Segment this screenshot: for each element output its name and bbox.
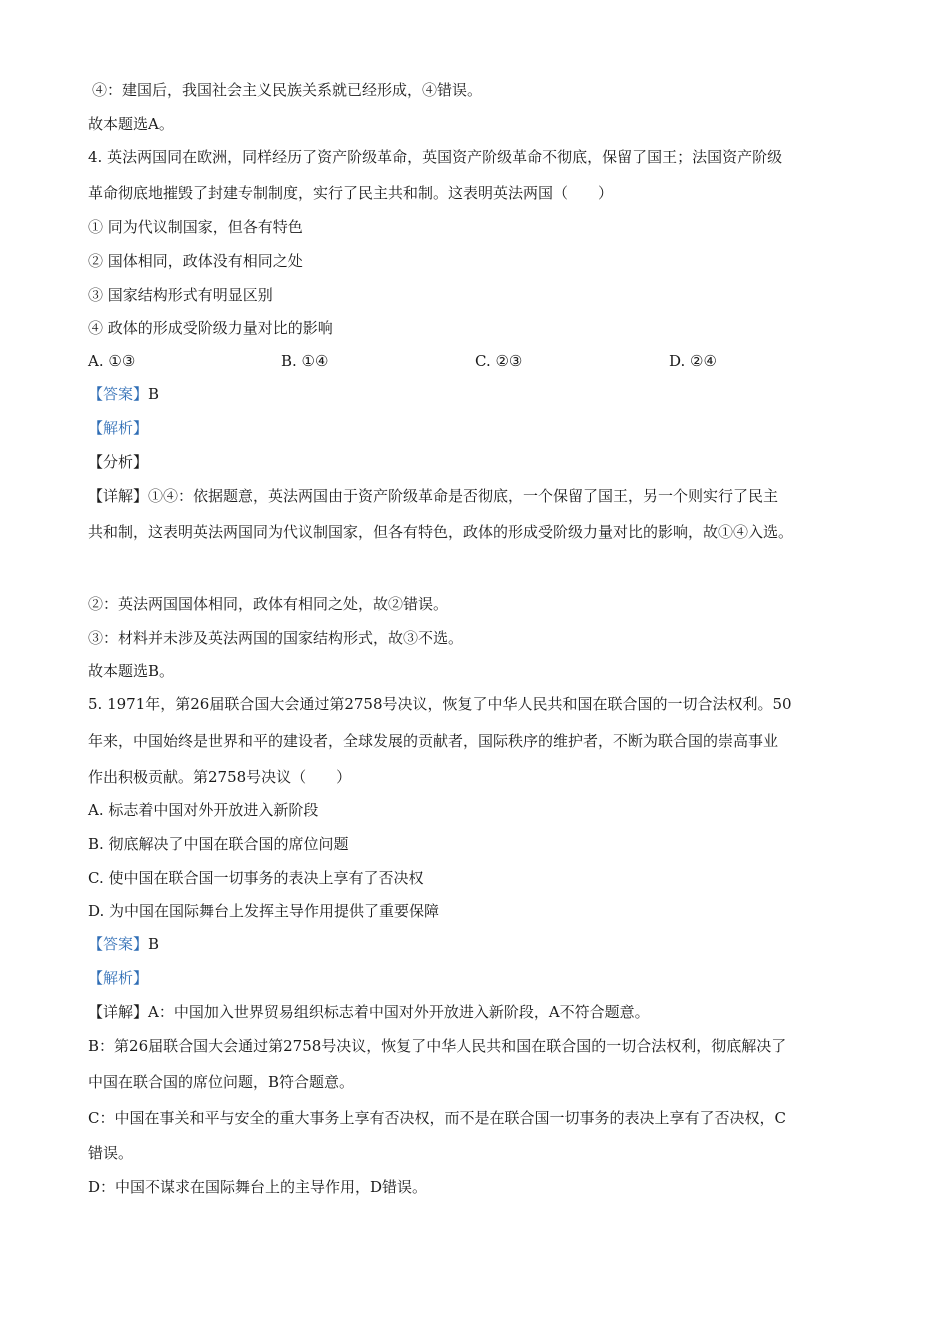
q4-answer [88,384,159,404]
prev-item-4: ④：建国后，我国社会主义民族关系就已经形成，④错误。 [92,81,483,99]
q4-answer-label: 【答案】 [88,385,149,403]
q5-answer [88,934,159,954]
q4-stem-line1: 4. 英法两国同在欧洲，同样经历了资产阶级革命，英国资产阶级革命不彻底，保留了国王；法国资产阶级 [88,148,783,166]
q4-wrong-2: ②：英法两国国体相同，政体有相同之处，故②错误。 [88,595,449,613]
q4-wrong-3: ③：材料并未涉及英法两国的国家结构形式，故③不选。 [88,629,464,647]
q5-detail-a-text: A：中国加入世界贸易组织标志着中国对外开放进入新阶段，A不符合题意。 [148,1003,650,1021]
q4-detail-text1: ①④：依据题意，英法两国由于资产阶级革命是否彻底，一个保留了国王，另一个则实行了民主 [148,487,779,505]
q4-analysis [88,418,148,438]
q5-detail-d: D：中国不谋求在国际舞台上的主导作用，D错误。 [88,1178,428,1196]
q5-answer-value: B [148,935,160,953]
q5-stem-line1: 5. 1971年，第26届联合国大会通过第2758号决议，恢复了中华人民共和国在联合国的一切合法权利。50 [88,695,792,713]
q4-answer-value: B [148,385,160,403]
q4-statement-2: ② 国体相同，政体没有相同之处 [88,252,303,270]
q5-detail-label: 【详解】 [88,1003,149,1021]
prev-conclusion: 故本题选A。 [88,115,174,133]
q5-detail-b2: 中国在联合国的席位问题，B符合题意。 [88,1073,355,1091]
q4-detail-line2: 共和制，这表明英法两国同为代议制国家，但各有特色，政体的形成受阶级力量对比的影响，故①④入选。 [88,523,794,541]
q4-analysis-label: 【解析】 [88,419,149,437]
q4-fenxi-label: 【分析】 [88,453,149,471]
q4-statement-3: ③ 国家结构形式有明显区别 [88,286,273,304]
q5-analysis-label: 【解析】 [88,969,149,987]
q5-stem-line2: 年来，中国始终是世界和平的建设者，全球发展的贡献者，国际秩序的维护者，不断为联合国的崇高事业 [88,732,779,750]
q5-option-a: A. 标志着中国对外开放进入新阶段 [88,801,319,819]
q5-option-c: C. 使中国在联合国一切事务的表决上享有了否决权 [88,869,424,887]
q4-option-b: B. ①④ [281,352,329,370]
q4-detail-line1 [88,486,778,506]
q4-fenxi [88,452,148,472]
q5-answer-label: 【答案】 [88,935,149,953]
q5-detail-b1: B：第26届联合国大会通过第2758号决议，恢复了中华人民共和国在联合国的一切合法权利，彻底解决了 [88,1037,787,1055]
q4-conclusion: 故本题选B。 [88,662,175,680]
q4-statement-1: ① 同为代议制国家，但各有特色 [88,218,303,236]
q5-detail-c2: 错误。 [88,1144,134,1162]
q4-statement-4: ④ 政体的形成受阶级力量对比的影响 [88,319,333,337]
q5-detail-c1: C：中国在事关和平与安全的重大事务上享有否决权，而不是在联合国一切事务的表决上享有了否决权，C [88,1109,786,1127]
q4-stem-line2: 革命彻底地摧毁了封建专制制度，实行了民主共和制。这表明英法两国（ ） [88,184,614,202]
q4-option-d: D. ②④ [669,352,717,370]
q5-stem-line3: 作出积极贡献。第2758号决议（ ） [88,768,352,786]
q5-analysis [88,968,148,988]
q4-detail-label: 【详解】 [88,487,149,505]
q5-option-d: D. 为中国在国际舞台上发挥主导作用提供了重要保障 [88,902,440,920]
q5-detail-a [88,1002,650,1022]
q5-option-b: B. 彻底解决了中国在联合国的席位问题 [88,835,349,853]
q4-option-a: A. ①③ [88,352,136,370]
q4-option-c: C. ②③ [475,352,523,370]
